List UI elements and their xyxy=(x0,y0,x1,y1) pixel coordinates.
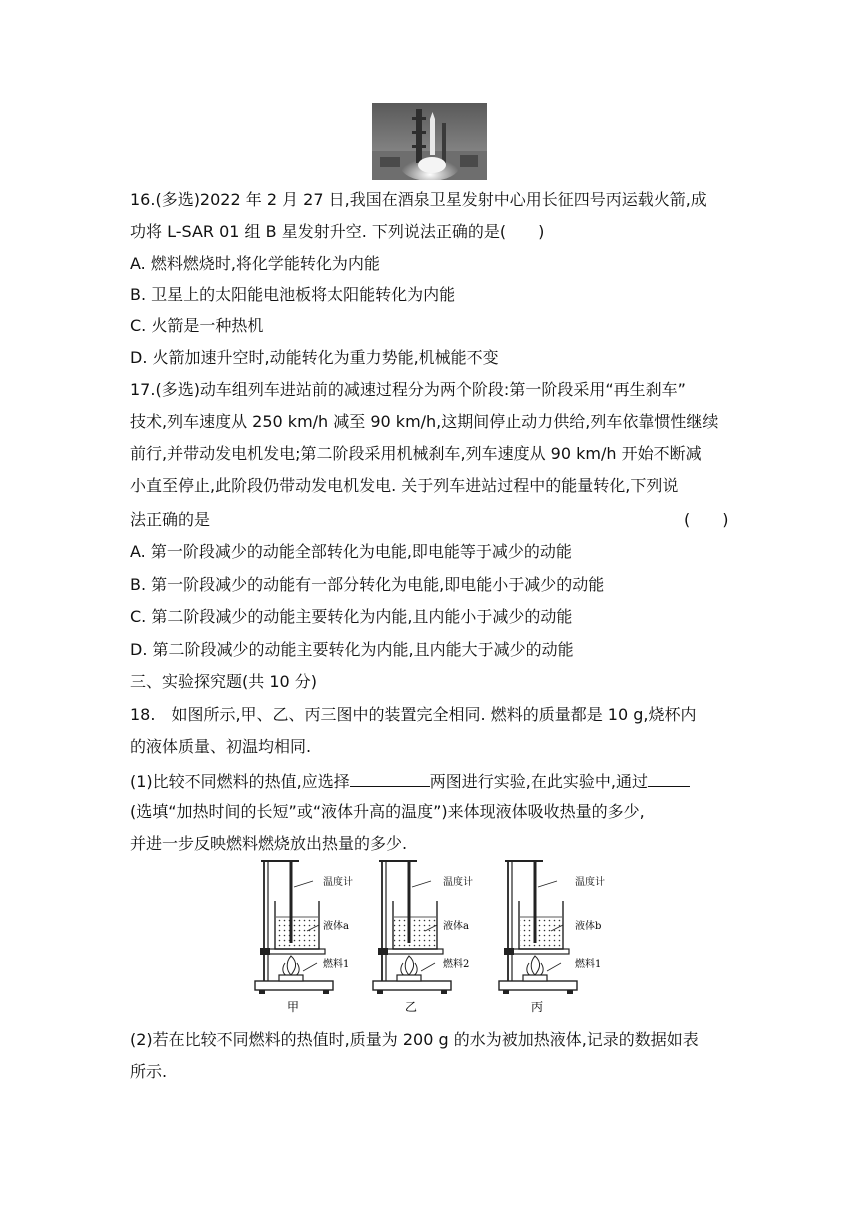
q18-stem-line1: 18. 如图所示,甲、乙、丙三图中的装置完全相同. 燃料的质量都是 10 g,烧杯内 xyxy=(130,705,697,724)
apparatus-figure xyxy=(247,853,619,1025)
liquid-label-bing: 液体b xyxy=(575,921,602,932)
q16-stem-line2: 功将 L-SAR 01 组 B 星发射升空. 下列说法正确的是( ) xyxy=(130,222,545,241)
q16-option-a: A. 燃料燃烧时,将化学能转化为内能 xyxy=(130,254,380,273)
liquid-label-jia: 液体a xyxy=(323,921,349,932)
q18-part2-line1: (2)若在比较不同燃料的热值时,质量为 200 g 的水为被加热液体,记录的数据如表 xyxy=(130,1030,699,1049)
q17-option-c: C. 第二阶段减少的动能主要转化为内能,且内能小于减少的动能 xyxy=(130,607,573,626)
liquid-label-yi: 液体a xyxy=(443,921,469,932)
apparatus-bing xyxy=(499,861,577,994)
q18-part1-text-b: 两图进行实验,在此实验中,通过 xyxy=(429,772,648,791)
answer-blank-1[interactable] xyxy=(350,770,430,787)
q17-stem-line4: 小直至停止,此阶段仍带动发电机发电. 关于列车进站过程中的能量转化,下列说 xyxy=(130,476,679,495)
q17-stem-line5: 法正确的是 xyxy=(130,510,211,529)
q17-answer-paren: ( ) xyxy=(684,510,729,529)
section-heading: 三、实验探究题(共 10 分) xyxy=(130,672,318,691)
q16-stem-line1: 16.(多选)2022 年 2 月 27 日,我国在酒泉卫星发射中心用长征四号丙运载火箭,成 xyxy=(130,190,707,209)
q16-option-d: D. 火箭加速升空时,动能转化为重力势能,机械能不变 xyxy=(130,348,499,367)
q17-option-a: A. 第一阶段减少的动能全部转化为电能,即电能等于减少的动能 xyxy=(130,542,572,561)
q17-option-b: B. 第一阶段减少的动能有一部分转化为电能,即电能小于减少的动能 xyxy=(130,575,605,594)
thermometer-label-bing: 温度计 xyxy=(575,877,605,888)
answer-blank-2[interactable] xyxy=(648,770,690,787)
q18-part1-line2: (选填“加热时间的长短”或“液体升高的温度”)来体现液体吸收热量的多少, xyxy=(130,802,645,821)
q18-part1-line3: 并进一步反映燃料燃烧放出热量的多少. xyxy=(130,834,408,853)
thermometer-label-jia: 温度计 xyxy=(323,877,353,888)
fuel-label-jia: 燃料1 xyxy=(323,959,350,970)
fuel-label-bing: 燃料1 xyxy=(575,959,602,970)
thermometer-label-yi: 温度计 xyxy=(443,877,473,888)
q17-stem-line1: 17.(多选)动车组列车进站前的减速过程分为两个阶段:第一阶段采用“再生刹车” xyxy=(130,380,686,399)
caption-bing: 丙 xyxy=(531,1000,544,1014)
q18-stem-line2: 的液体质量、初温均相同. xyxy=(130,737,312,756)
apparatus-jia xyxy=(255,861,333,994)
caption-yi: 乙 xyxy=(405,1000,418,1014)
caption-jia: 甲 xyxy=(287,1000,300,1014)
q16-option-c: C. 火箭是一种热机 xyxy=(130,316,264,335)
q16-option-b: B. 卫星上的太阳能电池板将太阳能转化为内能 xyxy=(130,285,456,304)
q17-option-d: D. 第二阶段减少的动能主要转化为内能,且内能大于减少的动能 xyxy=(130,640,574,659)
q18-part2-line2: 所示. xyxy=(130,1062,168,1081)
q17-stem-line2: 技术,列车速度从 250 km/h 减至 90 km/h,这期间停止动力供给,列车依靠惯性继续 xyxy=(130,412,719,431)
rocket-launch-photo xyxy=(372,103,487,180)
q18-part1-line1 xyxy=(130,770,690,792)
q18-part1-text-a: (1)比较不同燃料的热值,应选择 xyxy=(130,772,350,791)
q17-stem-line3: 前行,并带动发电机发电;第二阶段采用机械刹车,列车速度从 90 km/h 开始不断减 xyxy=(130,444,702,463)
fuel-label-yi: 燃料2 xyxy=(443,959,470,970)
apparatus-yi xyxy=(373,861,451,994)
